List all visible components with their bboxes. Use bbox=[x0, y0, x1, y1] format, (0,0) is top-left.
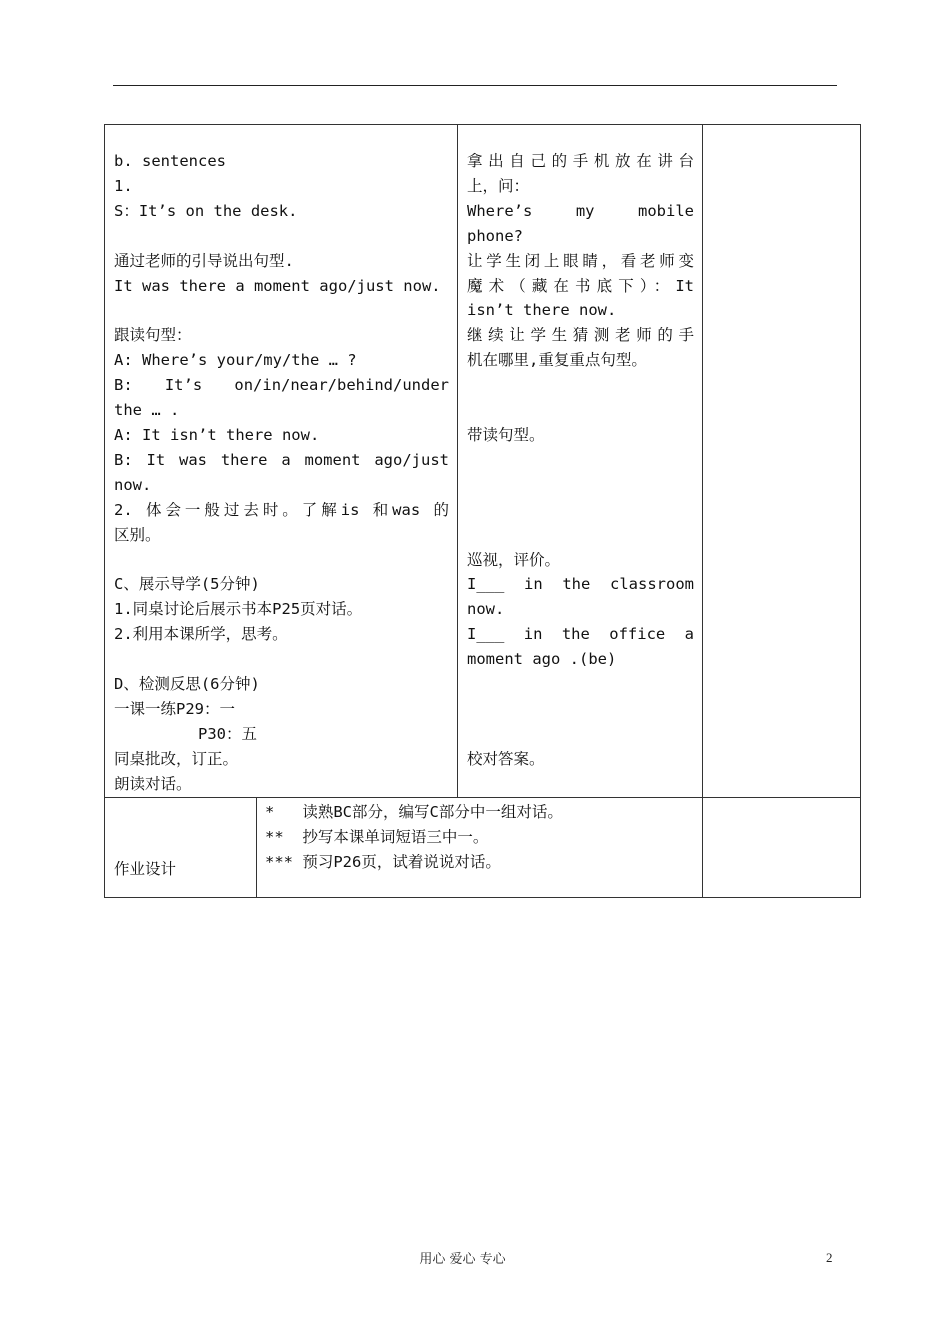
homework-item: ** 抄写本课单词短语三中一。 bbox=[265, 828, 489, 846]
text-line: 继续让学生猜测老师的手 bbox=[467, 326, 694, 345]
text-line: 让学生闭上眼睛，看老师变 bbox=[467, 251, 694, 270]
text-line: 魔术（藏在书底下）：It bbox=[467, 276, 694, 295]
text-line: 带读句型。 bbox=[467, 425, 545, 444]
text-line: 巡视，评价。 bbox=[467, 550, 561, 569]
text-line: P30：五 bbox=[114, 724, 257, 743]
text-line: the … . bbox=[114, 401, 180, 420]
text-line: 区别。 bbox=[114, 525, 161, 544]
homework-notes-cell bbox=[703, 798, 861, 898]
teaching-process-row bbox=[105, 125, 861, 798]
text-line: I___ in the office a bbox=[467, 625, 694, 644]
homework-label: 作业设计 bbox=[114, 860, 177, 878]
homework-list bbox=[257, 798, 702, 875]
text-line: 同桌批改，订正。 bbox=[114, 749, 239, 768]
student-activity-text bbox=[105, 125, 457, 797]
text-line bbox=[467, 373, 694, 398]
text-line: 机在哪里,重复重点句型。 bbox=[467, 351, 647, 370]
header-rule bbox=[113, 85, 837, 86]
text-line bbox=[467, 722, 694, 747]
text-line bbox=[467, 523, 694, 548]
text-line bbox=[467, 448, 694, 473]
text-line: D、检测反思(6分钟) bbox=[114, 675, 260, 694]
text-line bbox=[467, 697, 694, 722]
teacher-activity-cell bbox=[458, 125, 703, 798]
text-line: C、展示导学(5分钟) bbox=[114, 575, 260, 594]
teacher-activity-text bbox=[458, 125, 702, 772]
text-line: b. sentences bbox=[114, 152, 226, 170]
student-activity-cell bbox=[105, 125, 458, 798]
text-line bbox=[467, 498, 694, 523]
homework-content-cell bbox=[257, 798, 703, 898]
text-line: 拿出自己的手机放在讲台 bbox=[467, 152, 694, 170]
text-line: B: It was there a moment ago/just bbox=[114, 450, 449, 469]
text-line: A: It isn’t there now. bbox=[114, 425, 320, 444]
notes-cell bbox=[703, 125, 861, 798]
text-line: A: Where’s your/my/the … ? bbox=[114, 351, 357, 370]
text-line: It was there a moment ago/just now. bbox=[114, 276, 441, 295]
text-line: moment ago .(be) bbox=[467, 650, 617, 669]
text-line: I___ in the classroom bbox=[467, 575, 694, 594]
text-line: 一课一练P29：一 bbox=[114, 699, 235, 718]
text-line: 1. bbox=[114, 176, 133, 195]
lesson-plan-table bbox=[104, 124, 861, 898]
text-line: 通过老师的引导说出句型. bbox=[114, 251, 294, 270]
text-line: now. bbox=[467, 600, 505, 619]
homework-label-cell bbox=[105, 798, 257, 898]
text-line: 上，问： bbox=[467, 176, 530, 195]
text-line: 朗读对话。 bbox=[114, 774, 192, 793]
page-number: 2 bbox=[826, 1250, 833, 1265]
text-line bbox=[467, 398, 694, 423]
text-line bbox=[114, 548, 449, 573]
text-line: 校对答案。 bbox=[467, 749, 545, 768]
text-line bbox=[114, 298, 449, 323]
text-line: 1.同桌讨论后展示书本P25页对话。 bbox=[114, 600, 363, 619]
text-line: phone? bbox=[467, 226, 523, 245]
text-line bbox=[114, 647, 449, 672]
text-line: 2. 体会一般过去时。了解is 和was 的 bbox=[114, 500, 449, 519]
text-line: B: It’s on/in/near/behind/under bbox=[114, 376, 449, 395]
text-line bbox=[467, 672, 694, 697]
text-line: S：It’s on the desk. bbox=[114, 201, 298, 220]
text-line: now. bbox=[114, 475, 152, 494]
homework-item: * 读熟BC部分，编写C部分中一组对话。 bbox=[265, 803, 563, 821]
text-line bbox=[467, 473, 694, 498]
text-line: 2.利用本课所学，思考。 bbox=[114, 625, 288, 644]
text-line: Where’s my mobile bbox=[467, 201, 694, 220]
text-line: 跟读句型： bbox=[114, 326, 192, 345]
homework-row bbox=[105, 798, 861, 898]
footer-motto: 用心 爱心 专心 bbox=[419, 1252, 506, 1267]
homework-item: *** 预习P26页，试着说说对话。 bbox=[265, 853, 501, 871]
text-line: isn’t there now. bbox=[467, 301, 617, 320]
text-line bbox=[114, 224, 449, 249]
